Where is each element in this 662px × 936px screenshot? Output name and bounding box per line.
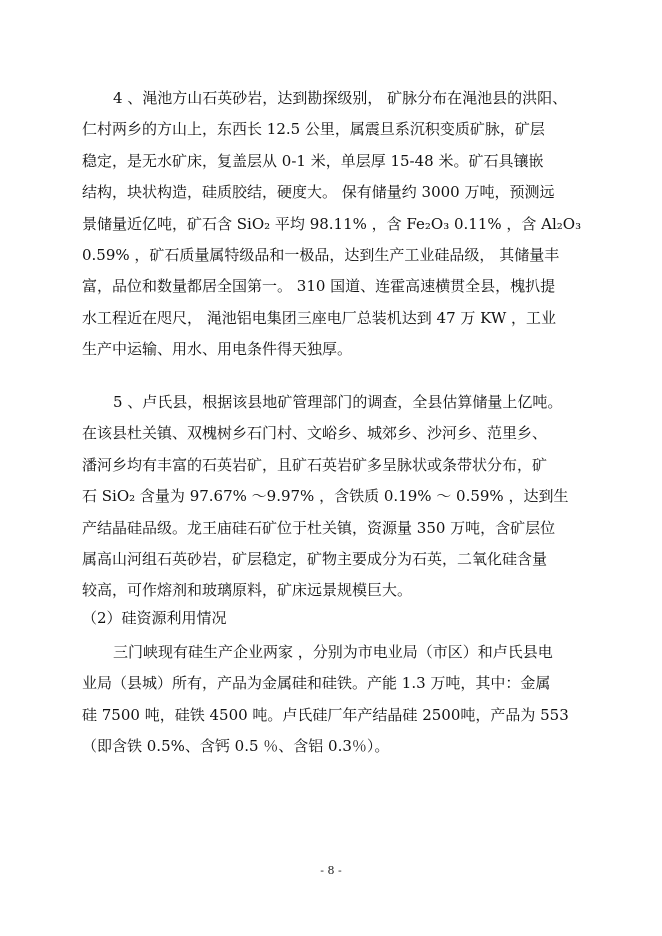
text-line: 较高，可作熔剂和玻璃原料，矿床远景规模巨大。 [82,581,413,600]
text-line: 富，品位和数量都居全国第一。 310 国道、连霍高速横贯全县，槐扒提 [82,277,556,296]
page-number: - 8 - [320,864,342,877]
text-line: 潘河乡均有丰富的石英岩矿，且矿石英岩矿多呈脉状或条带状分布，矿 [82,455,548,474]
text-line: 三门峡现有硅生产企业两家 ，分别为市电业局（市区）和卢氏县电 [113,643,553,661]
text-line: （即含铁 0.5%、含钙 0.5 ％、含铝 0.3％）。 [82,737,390,756]
text-line: 结构，块状构造，硅质胶结，硬度大。 保有储量约 3000 万吨，预测远 [82,183,555,202]
paragraph-utilization [82,637,582,763]
paragraph-4 [82,83,582,366]
text-line: 石 SiO₂ 含量为 97.67% ～9.97% ，含铁质 0.19% ～ 0.59% ，达到生 [82,487,569,506]
text-line: 生产中运输、用水、用电条件得天独厚。 [82,340,353,359]
text-line: 属高山河组石英砂岩，矿层稳定，矿物主要成分为石英，二氧化硅含量 [82,550,548,569]
text-line: 在该县杜关镇、双槐树乡石门村、文峪乡、城郊乡、沙河乡、范里乡、 [82,424,548,443]
text-line: 水工程近在咫尺， 渑池铝电集团三座电厂总装机达到 47 万 KW ，工业 [82,308,557,327]
text-line: 业局（县城）所有，产品为金属硅和硅铁。产能 1.3 万吨，其中：金属 [82,674,551,693]
text-line: 景储量近亿吨，矿石含 SiO₂ 平均 98.11% ，含 Fe₂O₃ 0.11% ，含 Al₂O₃ [82,214,582,233]
text-line: 硅 7500 吨，硅铁 4500 吨。卢氏硅厂年产结晶硅 2500吨，产品为 553 [82,705,569,724]
text-line: 稳定，是无水矿床，复盖层从 0-1 米，单层厚 15-48 米。矿石具镶嵌 [82,151,544,170]
text-line: 4 、渑池方山石英砂岩，达到勘探级别， 矿脉分布在渑池县的洪阳、 [113,89,568,107]
paragraph-5 [82,387,582,607]
text-line: 0.59% ，矿石质量属特级品和一极品，达到生产工业硅品级， 其储量丰 [82,246,560,265]
text-line: 5 、卢氏县，根据该县地矿管理部门的调查，全县估算储量上亿吨。 [113,393,563,411]
text-line: 仁村两乡的方山上，东西长 12.5 公里，属震旦系沉积变质矿脉，矿层 [82,120,545,139]
text-line: 产结晶硅品级。龙王庙硅石矿位于杜关镇，资源量 350 万吨，含矿层位 [82,518,556,537]
section-heading: （2）硅资源利用情况 [82,609,227,627]
